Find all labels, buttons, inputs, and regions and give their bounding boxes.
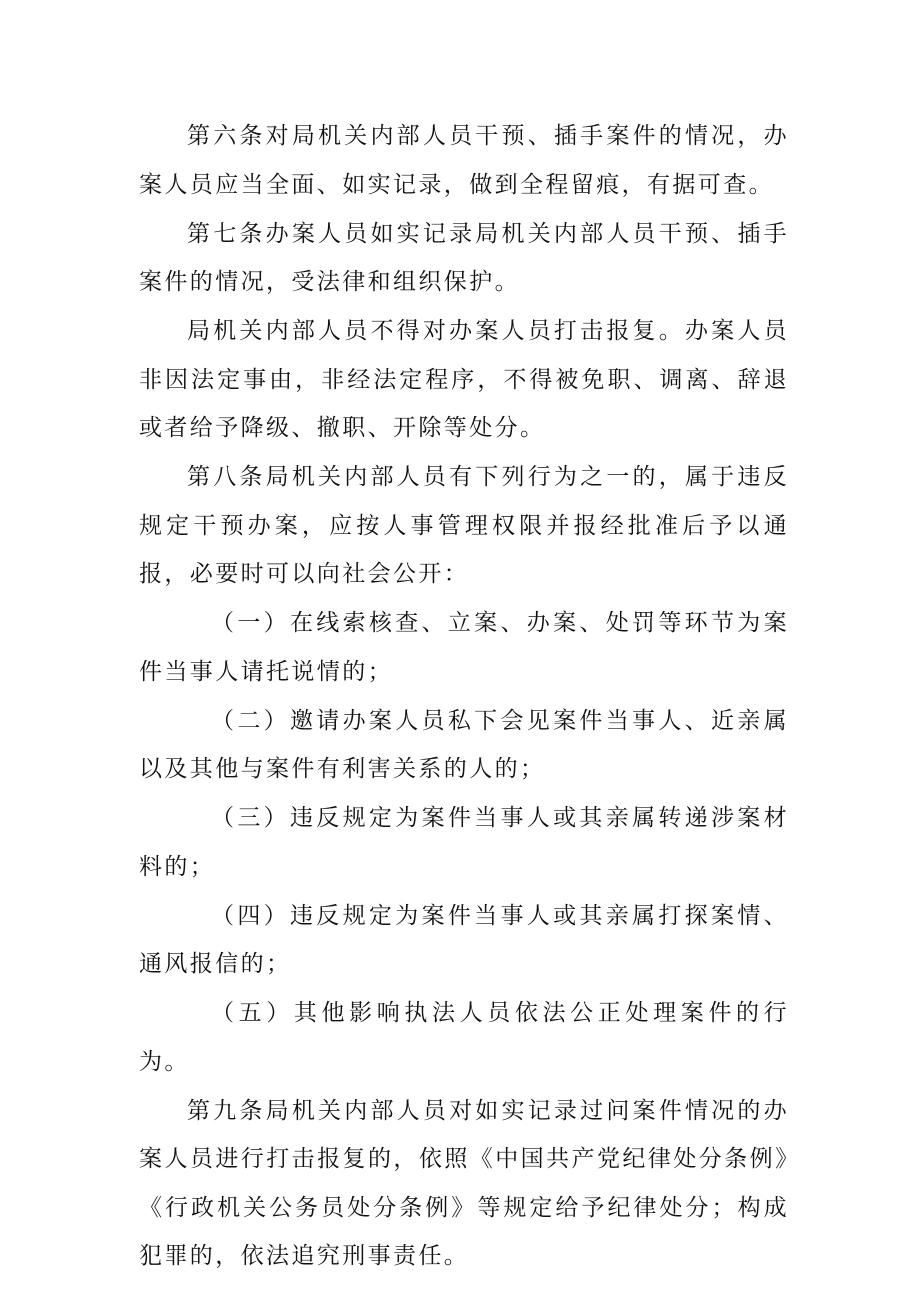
article-8-item-2: （二）邀请办案人员私下会见案件当事人、近亲属以及其他与案件有利害关系的人的； [139,707,789,782]
article-9-paragraph: 第九条局机关内部人员对如实记录过问案件情况的办案人员进行打击报复的，依照《中国共产党纪律处分条例》《行政机关公务员处分条例》等规定给予纪律处分；构成犯罪的，依法追究刑事责任。 [139,1097,789,1269]
article-7-second-paragraph: 局机关内部人员不得对办案人员打击报复。办案人员非因法定事由，非经法定程序，不得被免职、调离、辞退或者给予降级、撤职、开除等处分。 [139,318,789,441]
article-8-item-4: （四）违反规定为案件当事人或其亲属打探案情、通风报信的； [139,902,789,977]
article-8-item-5: （五）其他影响执法人员依法公正处理案件的行为。 [139,1000,789,1075]
article-7-paragraph: 第七条办案人员如实记录局机关内部人员干预、插手案件的情况，受法律和组织保护。 [139,220,789,295]
article-8-item-3: （三）违反规定为案件当事人或其亲属转递涉案材料的； [139,805,789,880]
article-8-item-1: （一）在线索核查、立案、办案、处罚等环节为案件当事人请托说情的； [139,610,789,685]
article-8-paragraph: 第八条局机关内部人员有下列行为之一的，属于违反规定干预办案，应按人事管理权限并报经批准后予以通报，必要时可以向社会公开： [139,464,789,587]
article-6-paragraph: 第六条对局机关内部人员干预、插手案件的情况，办案人员应当全面、如实记录，做到全程留痕，有据可查。 [139,123,789,198]
document-body [139,112,789,1281]
